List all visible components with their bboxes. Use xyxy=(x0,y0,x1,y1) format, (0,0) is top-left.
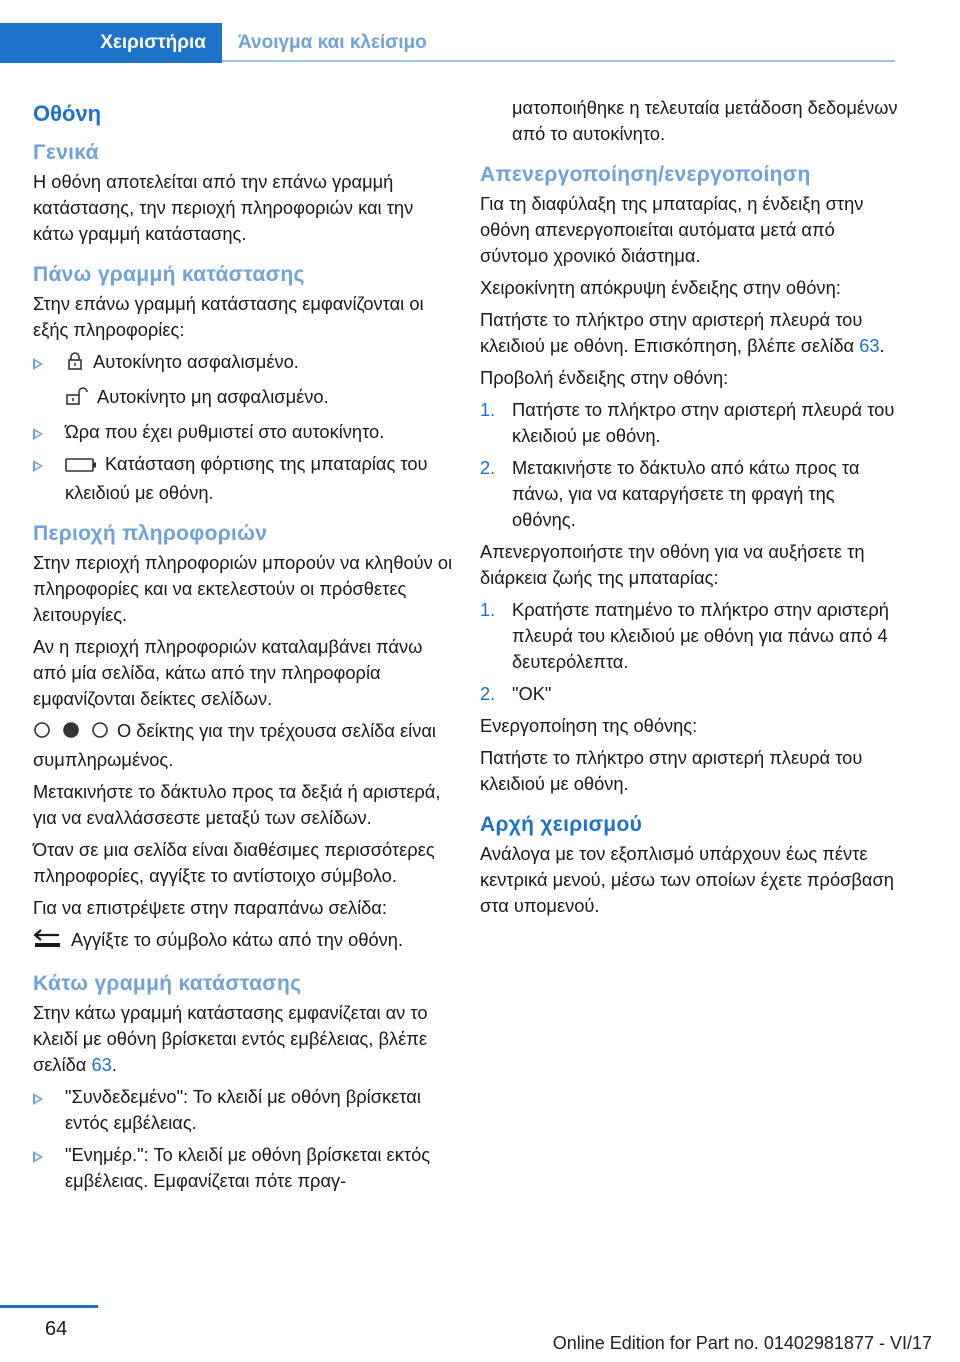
page-indicator-dots-icon xyxy=(33,720,109,747)
locked-label: Αυτοκίνητο ασφαλισμένο. xyxy=(93,351,299,372)
updated-label: "Ενημέρ.": Το κλειδί με οθόνη βρίσκεται εκτός εμβέλειας. Εμφανίζεται πότε πραγ- xyxy=(65,1144,431,1191)
list-item xyxy=(480,455,900,533)
page-link-63[interactable]: 63 xyxy=(91,1054,112,1075)
info-back-text: Αγγίξτε το σύμβολο κάτω από την οθόνη. xyxy=(71,929,404,950)
info-text-3: Μετακινήστε το δάκτυλο προς τα δεξιά ή αριστερά, για να εναλλάσσεστε μεταξύ των σελίδων. xyxy=(33,781,441,828)
step-number: 2. xyxy=(480,683,496,704)
bottom-bar-text-a: Στην κάτω γραμμή κατάστασης εμφανίζεται αν το κλειδί με οθόνη βρίσκεται εντός εμβέλειας, βλέπε σελίδα xyxy=(33,1002,428,1075)
header-tab-opening-closing[interactable]: Άνοιγμα και κλείσιμο xyxy=(238,32,427,53)
info-text-5: Για να επιστρέψετε στην παραπάνω σελίδα: xyxy=(33,897,387,918)
list-subitem xyxy=(33,384,453,413)
bottom-bar-text-b: . xyxy=(111,1054,117,1075)
list-item xyxy=(33,419,453,445)
activate-text: Πατήστε το πλήκτρο στην αριστερή πλευρά του κλειδιού με οθόνη. xyxy=(480,747,863,794)
battery-label: Κατάσταση φόρτισης της μπαταρίας του κλειδιού με οθόνη. xyxy=(65,453,428,503)
info-dots-paragraph xyxy=(33,718,453,773)
section-title: Οθόνη xyxy=(33,101,102,126)
bottom-bar-text xyxy=(33,1000,453,1078)
header-rule xyxy=(222,60,895,62)
continued-text: ματοποιήθηκε η τελευταία μετάδοση δεδομένων από το αυτοκίνητο. xyxy=(512,97,898,144)
info-text-2: Αν η περιοχή πληροφοριών καταλαμβάνει πάνω από μία σελίδα, κάτω από την πληροφορία εμφανίζονται δείκτες σελίδων. xyxy=(33,636,423,709)
lock-open-icon xyxy=(65,386,89,413)
header-tab-controls[interactable]: Χειριστήρια xyxy=(0,23,222,63)
bullet-triangle-icon xyxy=(33,1093,43,1105)
manual-hide-text-a: Πατήστε το πλήκτρο στην αριστερή πλευρά του κλειδιού με οθόνη. Επισκόπηση, βλέπε σελίδα xyxy=(480,309,863,356)
manual-hide-heading: Χειροκίνητη απόκρυψη ένδειξης στην οθόνη: xyxy=(480,277,841,298)
page-header xyxy=(0,23,895,63)
bullet-triangle-icon xyxy=(33,428,43,440)
step-number: 1. xyxy=(480,599,496,620)
list-item xyxy=(33,349,453,378)
list-item xyxy=(480,597,900,675)
top-bar-heading: Πάνω γραμμή κατάστασης xyxy=(33,263,305,286)
connected-label: "Συνδεδεμένο": Το κλειδί με οθόνη βρίσκεται εντός εμβέλειας. xyxy=(65,1086,421,1133)
top-bar-text: Στην επάνω γραμμή κατάστασης εμφανίζονται οι εξής πληροφορίες: xyxy=(33,293,424,340)
unlocked-label: Αυτοκίνητο μη ασφαλισμένο. xyxy=(97,386,329,407)
bottom-bar-heading: Κάτω γραμμή κατάστασης xyxy=(33,972,302,995)
info-text-1: Στην περιοχή πληροφοριών μπορούν να κληθούν οι πληροφορίες και να εκτελεστούν οι πρόσθετες λειτουργίες. xyxy=(33,552,453,625)
toggle-text: Για τη διαφύλαξη της μπαταρίας, η ένδειξη στην οθόνη απενεργοποιείται αυτόματα μετά από σύντομο χρονικό διάστημα. xyxy=(480,193,864,266)
info-text-4: Όταν σε μια σελίδα είναι διαθέσιμες περισσότερες πληροφορίες, αγγίξτε το αντίστοιχο σύμβολο. xyxy=(33,839,435,886)
page-link-63[interactable]: 63 xyxy=(859,335,880,356)
operation-text: Ανάλογα με τον εξοπλισμό υπάρχουν έως πέντε κεντρικά μενού, μέσω των οποίων έχετε πρόσβαση στα υπομενού. xyxy=(480,843,894,916)
step-text: Κρατήστε πατημένο το πλήκτρο στην αριστερή πλευρά του κλειδιού με οθόνη για πάνω από 4 δευτερόλεπτα. xyxy=(512,599,889,672)
lock-closed-icon xyxy=(65,351,85,378)
list-item xyxy=(480,397,900,449)
step-text: Πατήστε το πλήκτρο στην αριστερή πλευρά του κλειδιού με οθόνη. xyxy=(512,399,895,446)
bullet-triangle-icon xyxy=(33,358,43,370)
list-item xyxy=(33,451,453,506)
general-heading: Γενικά xyxy=(33,141,99,164)
step-text: Μετακινήστε το δάκτυλο από κάτω προς τα πάνω, για να καταργήσετε τη φραγή της οθόνης. xyxy=(512,457,860,530)
step-number: 1. xyxy=(480,399,496,420)
info-dots-text: Ο δείκτης για την τρέχουσα σελίδα είναι συμπληρωμένος. xyxy=(33,720,436,770)
manual-hide-text xyxy=(480,307,900,359)
time-label: Ώρα που έχει ρυθμιστεί στο αυτοκίνητο. xyxy=(65,421,385,442)
list-item xyxy=(33,1142,453,1194)
bullet-triangle-icon xyxy=(33,1151,43,1163)
toggle-heading: Απενεργοποίηση/ενεργοποίηση xyxy=(480,163,811,186)
operation-heading: Αρχή χειρισμού xyxy=(480,813,643,836)
edition-text: Online Edition for Part no. 01402981877 - VI/17 xyxy=(552,1333,932,1353)
back-arrow-icon xyxy=(33,929,63,956)
step-text: "OK" xyxy=(512,683,552,704)
activate-heading: Ενεργοποίηση της οθόνης: xyxy=(480,715,698,736)
list-item xyxy=(480,681,900,707)
show-heading: Προβολή ένδειξης στην οθόνη: xyxy=(480,367,729,388)
general-text: Η οθόνη αποτελείται από την επάνω γραμμή κατάστασης, την περιοχή πληροφοριών και την κάτω γραμμή κατάστασης. xyxy=(33,171,414,244)
battery-icon xyxy=(65,454,97,480)
bullet-triangle-icon xyxy=(33,460,43,472)
deactivate-text: Απενεργοποιήστε την οθόνη για να αυξήσετε τη διάρκεια ζωής της μπαταρίας: xyxy=(480,541,865,588)
right-column xyxy=(480,95,900,925)
list-item xyxy=(33,1084,453,1136)
left-column xyxy=(33,95,453,1200)
manual-hide-text-b: . xyxy=(879,335,885,356)
footer-rule xyxy=(0,1305,98,1308)
info-back-paragraph xyxy=(33,927,453,956)
step-number: 2. xyxy=(480,457,496,478)
info-heading: Περιοχή πληροφοριών xyxy=(33,522,268,545)
page-number: 64 xyxy=(45,1318,68,1340)
